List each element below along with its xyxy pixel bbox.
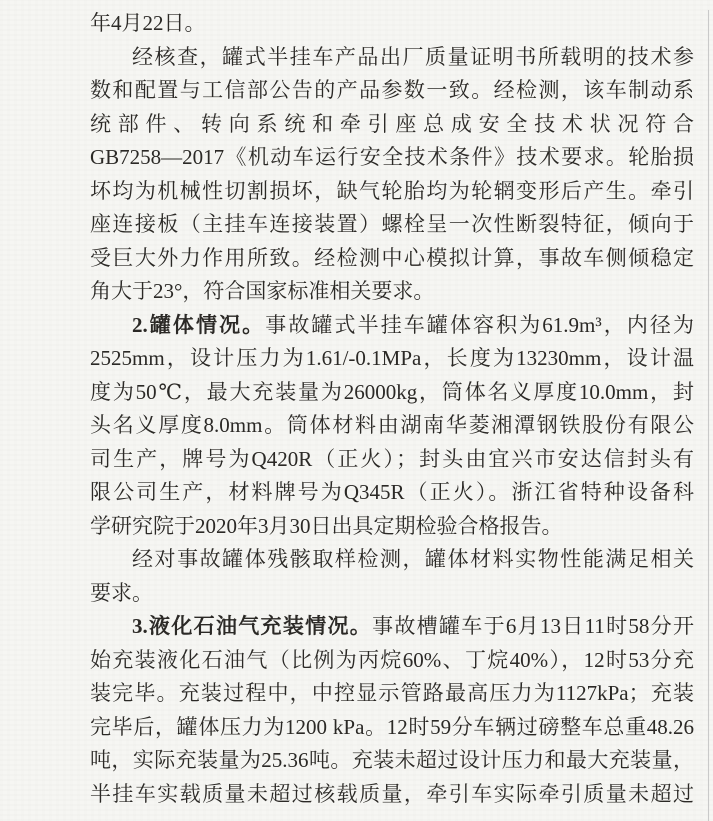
line-text: 完毕后，罐体压力为1200 kPa。12时59分车辆过磅整车总重48.26: [90, 714, 694, 739]
text-line: [90, 309, 694, 343]
text-line: [90, 644, 694, 678]
text-line: [90, 342, 694, 376]
text-line: [90, 208, 694, 242]
line-text: 2525mm，设计压力为1.61/-0.1MPa，长度为13230mm，设计温: [90, 346, 694, 370]
text-line: [90, 409, 694, 443]
text-line: [90, 175, 694, 209]
text-line: [90, 711, 694, 745]
line-text: 统部件、转向系统和牵引座总成安全技术状况符合: [90, 111, 694, 136]
text-line: [90, 476, 694, 510]
line-text: 年4月22日。: [90, 11, 206, 35]
line-text: 限公司生产，材料牌号为Q345R（正火）。浙江省特种设备科: [90, 480, 694, 504]
line-text: 度为50℃，最大充装量为26000kg，筒体名义厚度10.0mm，封: [90, 379, 694, 404]
line-text: 装完毕。充装过程中，中控显示管路最高压力为1127kPa；充装: [90, 681, 694, 705]
line-text: 角大于23°，符合国家标准相关要求。: [90, 279, 435, 303]
text-line: [90, 376, 694, 410]
section-heading: 2.罐体情况。: [132, 312, 266, 337]
text-line: [90, 543, 694, 577]
line-text: 始充装液化石油气（比例为丙烷60%、丁烷40%），12时53分充: [90, 647, 694, 672]
text-line: [90, 677, 694, 711]
line-text: 要求。: [90, 580, 153, 605]
line-text: 经核查，罐式半挂车产品出厂质量证明书所载明的技术参: [132, 44, 694, 69]
line-text: 头名义厚度8.0mm。筒体材料由湖南华菱湘潭钢铁股份有限公: [90, 413, 694, 437]
line-text: 数和配置与工信部公告的产品参数一致。经检测，该车制动系: [90, 78, 694, 102]
text-line: [90, 7, 694, 41]
text-line: [90, 577, 694, 611]
text-line: [90, 610, 694, 644]
line-text: 坏均为机械性切割损坏，缺气轮胎均为轮辋变形后产生。牵引: [90, 178, 694, 203]
document-text-block: [90, 7, 694, 811]
text-line: [90, 74, 694, 108]
line-text: 半挂车实载质量未超过核载质量，牵引车实际牵引质量未超过: [90, 781, 694, 806]
text-line: [90, 510, 694, 544]
line-text: 受巨大外力作用所致。经检测中心模拟计算，事故车侧倾稳定: [90, 245, 694, 270]
scan-edge-artifact-line: [708, 10, 709, 821]
line-text: 司生产，牌号为Q420R（正火）；封头由宜兴市安达信封头有: [90, 446, 694, 471]
text-line: [90, 141, 694, 175]
line-text: 学研究院于2020年3月30日出具定期检验合格报告。: [90, 513, 563, 538]
line-text: 座连接板（主挂车连接装置）螺栓呈一次性断裂特征，倾向于: [90, 212, 694, 236]
line-text: 事故罐式半挂车罐体容积为61.9m³，内径为: [265, 312, 694, 337]
section-heading: 3.液化石油气充装情况。: [132, 614, 373, 638]
text-line: [90, 744, 694, 778]
text-line: [90, 108, 694, 142]
text-line: [90, 242, 694, 276]
line-text: 事故槽罐车于6月13日11时58分开: [372, 614, 694, 638]
text-line: [90, 778, 694, 812]
text-line: [90, 41, 694, 75]
line-text: 经对事故罐体残骸取样检测，罐体材料实物性能满足相关: [132, 547, 694, 571]
text-line: [90, 275, 694, 309]
text-line: [90, 443, 694, 477]
line-text: 吨，实际充装量为25.36吨。充装未超过设计压力和最大充装量，: [90, 748, 694, 772]
line-text: GB7258—2017《机动车运行安全技术条件》技术要求。轮胎损: [90, 145, 694, 169]
